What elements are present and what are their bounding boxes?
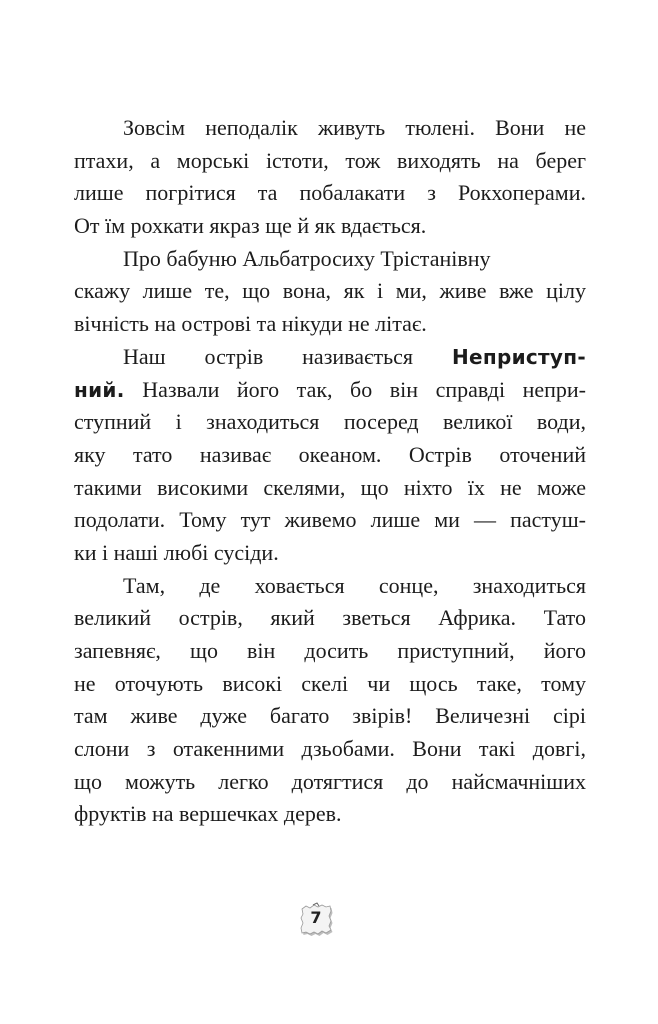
text-line: вічність на острові та нікуди не літає.	[74, 311, 427, 337]
paragraph-seals	[74, 112, 586, 243]
text-line: Там, де ховається сонце, знаходиться	[123, 572, 586, 598]
text-line: що можуть легко дотягтися до найсмачніших	[74, 768, 586, 794]
text-line: яку тато називає океаном. Острів оточений	[74, 441, 586, 467]
text-line: не оточують високі скелі чи щось таке, тому	[74, 670, 586, 696]
text-line: запевняє, що він досить приступний, його	[74, 638, 586, 663]
paragraph-africa	[74, 570, 586, 832]
line-text: Назвали його так, бо він справді непри-	[142, 376, 587, 402]
text-line: Про бабуню Альбатросиху Трістанівну	[123, 245, 491, 271]
text-line: скажу лише те, що вона, як і ми, живе вже цілу	[74, 278, 586, 304]
text-line: там живе дуже багато звірів! Величезні сірі	[74, 703, 586, 729]
paragraph-grandma	[74, 243, 586, 341]
text-line: подолати. Тому тут живемо лише ми — пастуш-	[74, 507, 586, 533]
text-line: Зовсім неподалік живуть тюлені. Вони не	[123, 115, 586, 140]
text-line: птахи, а морські істоти, тож виходять на берег	[74, 147, 586, 173]
text-line: ки і наші любі сусіди.	[74, 539, 279, 565]
text-line: великий острів, який зветься Африка. Тато	[74, 605, 586, 631]
text-line: такими високими скелями, що ніхто їх не може	[74, 474, 586, 500]
text-line: От їм рохкати якраз ще й як вдається.	[74, 213, 427, 239]
paragraph-island	[74, 341, 586, 570]
text-line: слони з отакенними дзьобами. Вони такі довгі,	[74, 736, 586, 762]
line-text: Наш острів називається	[123, 343, 413, 369]
book-page-text	[74, 112, 586, 831]
text-line	[74, 341, 586, 374]
page-number: 7	[310, 908, 322, 927]
page-number-badge	[296, 902, 336, 938]
text-line: ступний і знаходиться посеред великої води,	[74, 409, 586, 435]
island-name-emphasis: ний.	[74, 377, 125, 402]
text-line	[74, 374, 586, 407]
text-line: фруктів на вершечках дерев.	[74, 801, 342, 827]
text-line: лише погрітися та побалакати з Рокхоперами.	[74, 180, 586, 206]
island-name-emphasis: Неприступ-	[451, 344, 586, 369]
